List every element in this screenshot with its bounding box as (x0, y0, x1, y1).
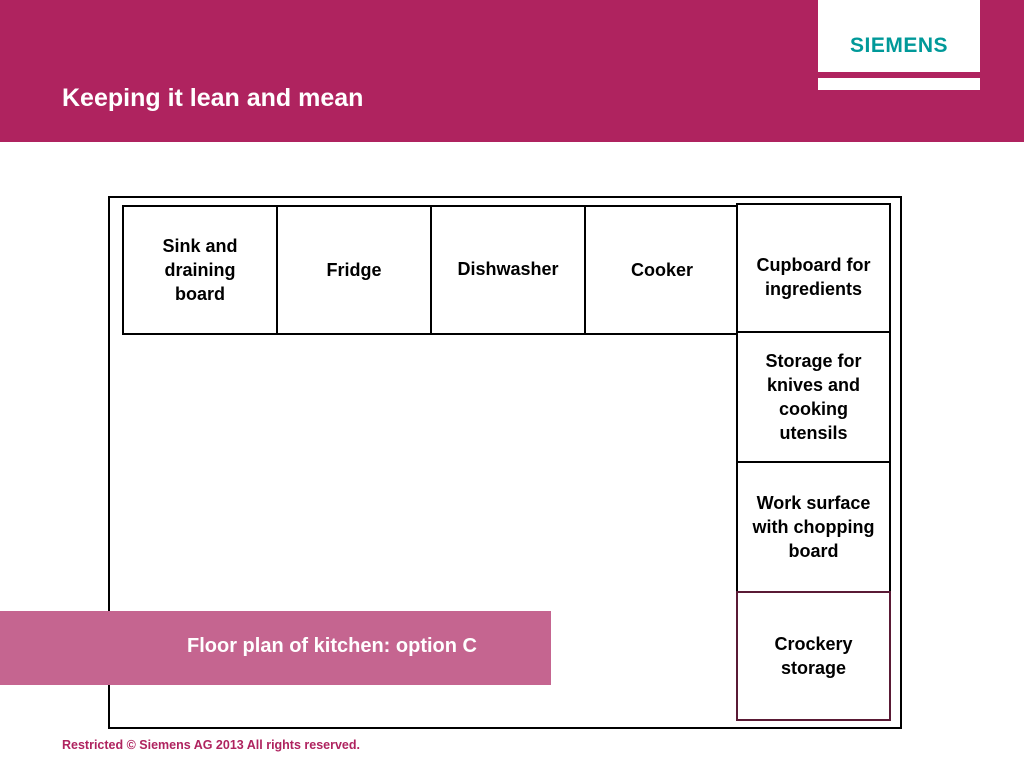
unit-fridge-label: Fridge (326, 260, 382, 280)
unit-sink (122, 205, 278, 335)
unit-crockery-label: Crockery storage (774, 634, 853, 678)
unit-cooker-label: Cooker (630, 260, 693, 280)
unit-cupboard-ingredients (736, 203, 891, 333)
unit-fridge (276, 205, 432, 335)
unit-knife-storage-label: Storage for knives and cooking utensils (765, 351, 862, 443)
floor-plan-caption: Floor plan of kitchen: option C (187, 635, 477, 657)
unit-sink-label: Sink and draining board (162, 236, 238, 304)
siemens-logo (818, 0, 980, 72)
unit-knife-storage (736, 331, 891, 463)
unit-crockery-storage (736, 591, 891, 721)
slide-title: Keeping it lean and mean (62, 84, 364, 112)
caption-band (0, 611, 551, 685)
logo-strip (818, 78, 980, 90)
unit-cupboard-label: Cupboard for ingredients (756, 255, 871, 299)
logo-text: SIEMENS (849, 34, 949, 57)
unit-dishwasher-label: Dishwasher (457, 259, 559, 279)
footer-copyright: Restricted © Siemens AG 2013 All rights reserved. (62, 738, 360, 752)
unit-cooker (584, 205, 740, 335)
unit-work-surface (736, 461, 891, 593)
unit-work-surface-label: Work surface with chopping board (752, 493, 875, 561)
unit-dishwasher (430, 205, 586, 335)
